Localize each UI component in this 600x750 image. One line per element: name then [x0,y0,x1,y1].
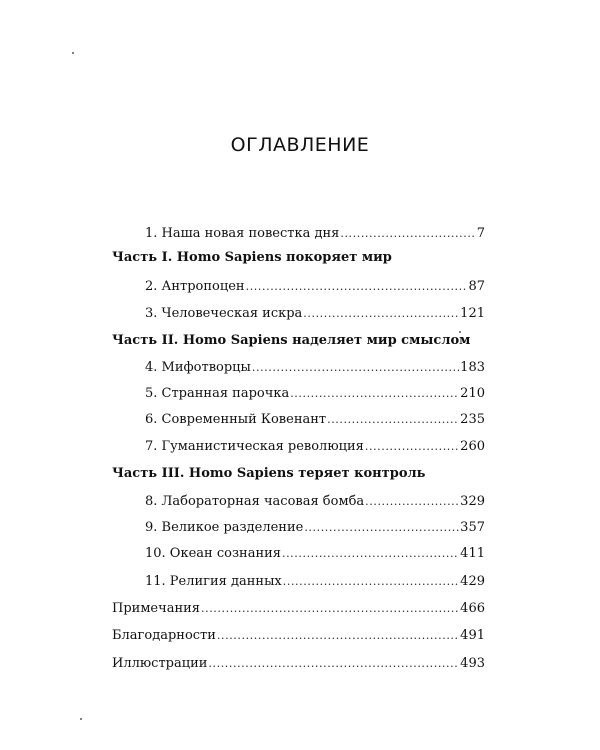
scan-speck [72,52,74,54]
dot-leader [327,412,459,428]
toc-entry-title: 3. Человеческая искра [145,306,303,321]
scan-speck [80,718,82,720]
toc-entry-page: 183 [460,360,485,375]
dot-leader [340,226,475,242]
toc-entry [145,279,485,295]
toc-entry [112,656,485,672]
dot-leader [290,386,459,402]
toc-entry-title: 10. Океан сознания [145,546,281,561]
toc-entry-title: 5. Странная парочка [145,386,290,401]
dot-leader [303,306,459,322]
toc-entry-page: 7 [476,226,485,241]
toc-entry-title: 6. Современный Ковенант [145,412,327,427]
toc-entry [145,226,485,242]
dot-leader [217,628,459,644]
toc-entry [112,628,485,644]
toc-entry-page: 260 [460,439,485,454]
toc-entry-page: 329 [460,494,485,509]
dot-leader [246,279,468,295]
toc-entry-title: Иллюстрации [112,656,208,671]
toc-entry-page: 491 [460,628,485,643]
toc-entry-title: 2. Антропоцен [145,279,245,294]
dot-leader [365,439,459,455]
toc-entry-title: 11. Религия данных [145,574,282,589]
toc-entry [145,520,485,536]
toc-entry [112,601,485,617]
toc-entry-title: 7. Гуманистическая революция [145,439,364,454]
dot-leader [365,494,459,510]
toc-entry [145,546,485,562]
toc-part-heading: Часть III. Homo Sapiens теряет контроль [112,466,426,481]
toc-entry-page: 493 [460,656,485,671]
toc-entry [145,386,485,402]
toc-entry [145,360,485,376]
toc-part-heading: Часть I. Homo Sapiens покоряет мир [112,250,392,265]
dot-leader [252,360,459,376]
toc-entry-title: 8. Лабораторная часовая бомба [145,494,365,509]
scan-speck [459,331,461,333]
toc-entry-page: 87 [468,279,485,294]
dot-leader [208,656,459,672]
toc-entry-title: 4. Мифотворцы [145,360,251,375]
toc-entry [145,412,485,428]
dot-leader [283,574,459,590]
page-title: ОГЛАВЛЕНИЕ [230,134,370,156]
toc-entry-page: 411 [460,546,485,561]
toc-entry-title: 1. Наша новая повестка дня [145,226,340,241]
toc-entry-page: 429 [460,574,485,589]
dot-leader [201,601,459,617]
dot-leader [282,546,459,562]
toc-part-heading: Часть II. Homo Sapiens наделяет мир смыслом [112,333,471,348]
toc-entry [145,494,485,510]
toc-entry-page: 357 [460,520,485,535]
toc-entry [145,306,485,322]
toc-entry [145,439,485,455]
toc-entry-title: Благодарности [112,628,216,643]
toc-entry-page: 466 [460,601,485,616]
toc-entry-page: 235 [460,412,485,427]
dot-leader [304,520,459,536]
toc-entry [145,574,485,590]
toc-entry-page: 121 [460,306,485,321]
toc-entry-page: 210 [460,386,485,401]
toc-entry-title: 9. Великое разделение [145,520,304,535]
toc-entry-title: Примечания [112,601,201,616]
